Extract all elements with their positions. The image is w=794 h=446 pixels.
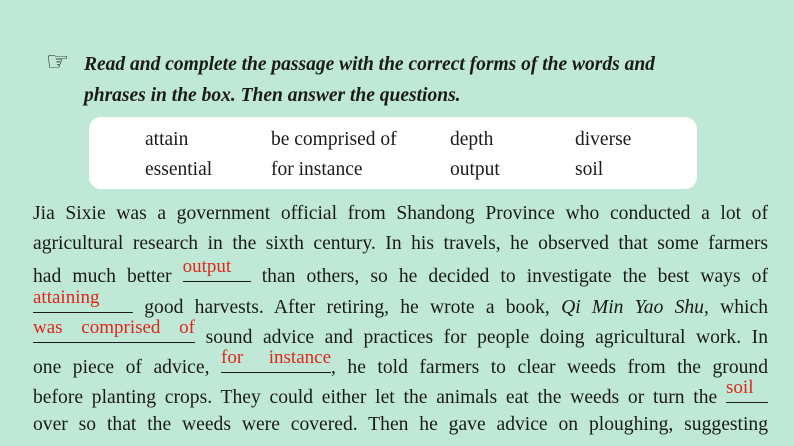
answer-attaining: attaining xyxy=(33,286,100,308)
word-output: output xyxy=(450,159,500,180)
passage-line: over so that the weeds were covered. Then he gave advice on ploughing, suggesting xyxy=(33,414,768,436)
word-be-comprised-of: be comprised of xyxy=(271,129,397,150)
answer-blank-5 xyxy=(726,377,768,403)
passage-text: good harvests. After retiring, he wrote a book, xyxy=(144,296,550,318)
passage-text: one piece of advice, xyxy=(33,356,210,378)
answer-for-instance: for instance xyxy=(221,346,331,368)
answer-output: output xyxy=(182,256,232,278)
instruction-line-2: phrases in the box. Then answer the questions. xyxy=(84,85,461,106)
answer-blank-1 xyxy=(182,256,251,282)
passage-text: than others, so he decided to investigate the best ways of xyxy=(261,266,768,288)
answer-was-comprised-of: was comprised of xyxy=(33,316,195,338)
word-attain: attain xyxy=(145,129,189,150)
passage-text: had much better xyxy=(33,266,172,288)
passage-text: before planting crops. They could either let the animals eat the weeds or turn the xyxy=(33,387,718,409)
word-for-instance: for instance xyxy=(271,159,363,180)
answer-blank-4 xyxy=(221,346,331,373)
passage xyxy=(33,199,768,441)
book-title: Qi Min Yao Shu xyxy=(561,296,704,318)
passage-text: sound advice and practices for people doing agricultural work. In xyxy=(205,326,769,348)
passage-line xyxy=(33,316,769,350)
word-diverse: diverse xyxy=(575,129,632,150)
passage-text: , which xyxy=(703,296,768,318)
answer-blank-2 xyxy=(33,286,133,313)
instruction-line-1: Read and complete the passage with the correct forms of the words and xyxy=(84,54,655,75)
passage-line xyxy=(33,346,769,380)
passage-line: Jia Sixie was a government official from Shandong Province who conducted a lot of xyxy=(33,203,768,224)
passage-line xyxy=(33,256,768,289)
word-soil: soil xyxy=(575,159,604,180)
answer-soil: soil xyxy=(726,377,754,399)
word-depth: depth xyxy=(450,129,494,150)
pointing-hand-icon: ☞ xyxy=(46,47,70,76)
passage-text: , he told farmers to clear weeds from the ground xyxy=(331,356,769,378)
answer-blank-3 xyxy=(33,316,195,343)
word-box xyxy=(89,117,697,189)
passage-line: agricultural research in the sixth century. In his travels, he observed that some farmers xyxy=(33,233,768,255)
passage-line xyxy=(33,377,768,410)
word-essential: essential xyxy=(145,159,213,180)
